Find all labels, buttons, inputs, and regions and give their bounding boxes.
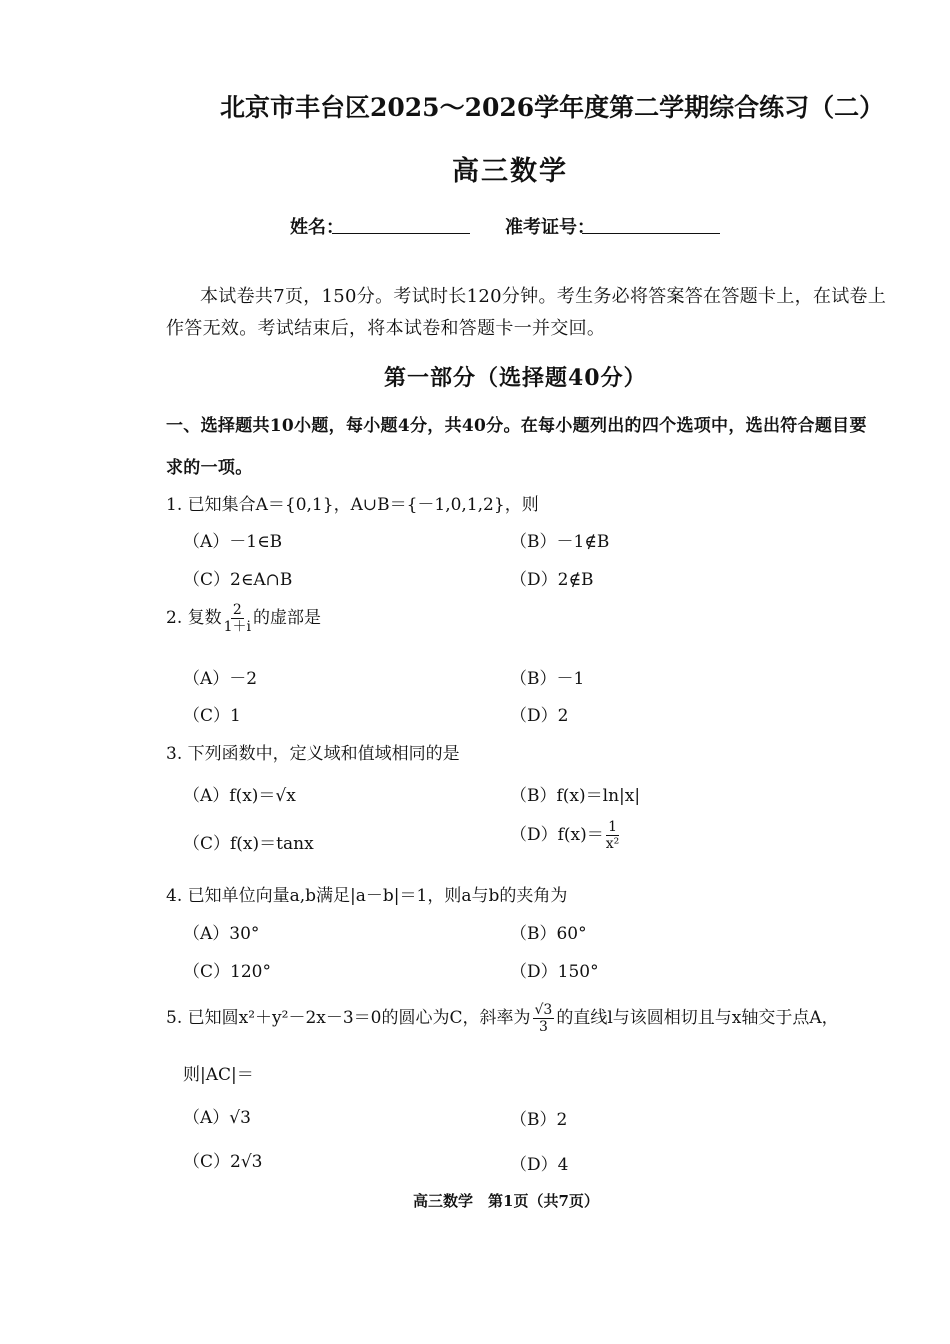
q3-option-a: （A）f(x)＝√x xyxy=(183,786,296,806)
q1-option-c: （C）2∈A∩B xyxy=(183,570,293,590)
q4-option-a: （A）30° xyxy=(183,924,260,944)
q4-option-b: （B）60° xyxy=(510,924,587,944)
q5-stem-suffix: 的直线l与该圆相切且与x轴交于点A， xyxy=(556,1008,839,1028)
q1-option-d: （D）2∉B xyxy=(510,570,594,590)
q5-fraction-denominator: 3 xyxy=(538,1019,548,1035)
part1-desc-line1: 一、选择题共10小题，每小题4分，共40分。在每小题列出的四个选项中，选出符合题目要 xyxy=(166,416,867,436)
instructions-line1: 本试卷共7页，150分。考试时长120分钟。考生务必将答案答在答题卡上，在试卷上 xyxy=(200,286,887,307)
page-footer: 高三数学 第1页（共7页） xyxy=(413,1192,599,1210)
q5-option-a: （A）√3 xyxy=(183,1108,251,1128)
q5-stem-prefix: 5. 已知圆x²＋y²－2x－3＝0的圆心为C，斜率为 xyxy=(166,1008,531,1028)
q5-stem-line2: 则|AC|＝ xyxy=(183,1065,254,1085)
q3-option-d-numerator: 1 xyxy=(608,819,617,835)
exam-id-label: 准考证号： xyxy=(505,217,595,238)
q3-option-d-prefix: （D）f(x)＝ xyxy=(510,825,604,845)
q2-fraction-numerator: 2 xyxy=(232,602,242,618)
q1-option-b: （B）－1∉B xyxy=(510,532,610,552)
subject-title: 高三数学 xyxy=(452,156,568,187)
part1-desc-line2: 求的一项。 xyxy=(166,458,253,478)
q3-option-d-denominator: x² xyxy=(605,836,620,852)
q5-option-c: （C）2√3 xyxy=(183,1152,263,1172)
instructions-line2: 作答无效。考试结束后，将本试卷和答题卡一并交回。 xyxy=(166,318,606,339)
q3-option-d-fraction xyxy=(606,820,620,851)
q2-stem xyxy=(166,603,321,634)
q2-option-d: （D）2 xyxy=(510,706,569,726)
q1-stem: 1. 已知集合A＝{0,1}，A∪B＝{－1,0,1,2}，则 xyxy=(166,495,539,515)
part1-heading: 第一部分（选择题40分） xyxy=(384,365,647,391)
q5-option-d: （D）4 xyxy=(510,1155,569,1175)
q3-stem: 3. 下列函数中，定义域和值域相同的是 xyxy=(166,744,460,764)
q2-option-b: （B）－1 xyxy=(510,669,585,689)
q3-option-d xyxy=(510,820,621,851)
q5-option-b: （B）2 xyxy=(510,1110,568,1130)
q2-option-c: （C）1 xyxy=(183,706,241,726)
name-label: 姓名： xyxy=(290,217,344,238)
q3-option-c: （C）f(x)＝tanx xyxy=(183,834,314,854)
q2-fraction-denominator: 1＋i xyxy=(223,619,252,635)
q4-option-d: （D）150° xyxy=(510,962,599,982)
q4-option-c: （C）120° xyxy=(183,962,271,982)
q3-option-b: （B）f(x)＝ln|x| xyxy=(510,786,641,806)
q2-stem-prefix: 2. 复数 xyxy=(166,608,222,628)
q5-stem xyxy=(166,1003,839,1034)
exam-title: 北京市丰台区2025～2026学年度第二学期综合练习（二） xyxy=(220,93,885,122)
exam-id-blank xyxy=(582,233,720,234)
q1-option-a: （A）－1∈B xyxy=(183,532,283,552)
q5-fraction-numerator: √3 xyxy=(534,1002,553,1018)
name-blank xyxy=(332,233,470,234)
q2-fraction xyxy=(224,603,251,634)
q2-stem-suffix: 的虚部是 xyxy=(253,608,322,628)
q4-stem: 4. 已知单位向量a,b满足|a－b|＝1，则a与b的夹角为 xyxy=(166,886,568,906)
q5-fraction xyxy=(533,1003,555,1034)
q2-option-a: （A）－2 xyxy=(183,669,258,689)
